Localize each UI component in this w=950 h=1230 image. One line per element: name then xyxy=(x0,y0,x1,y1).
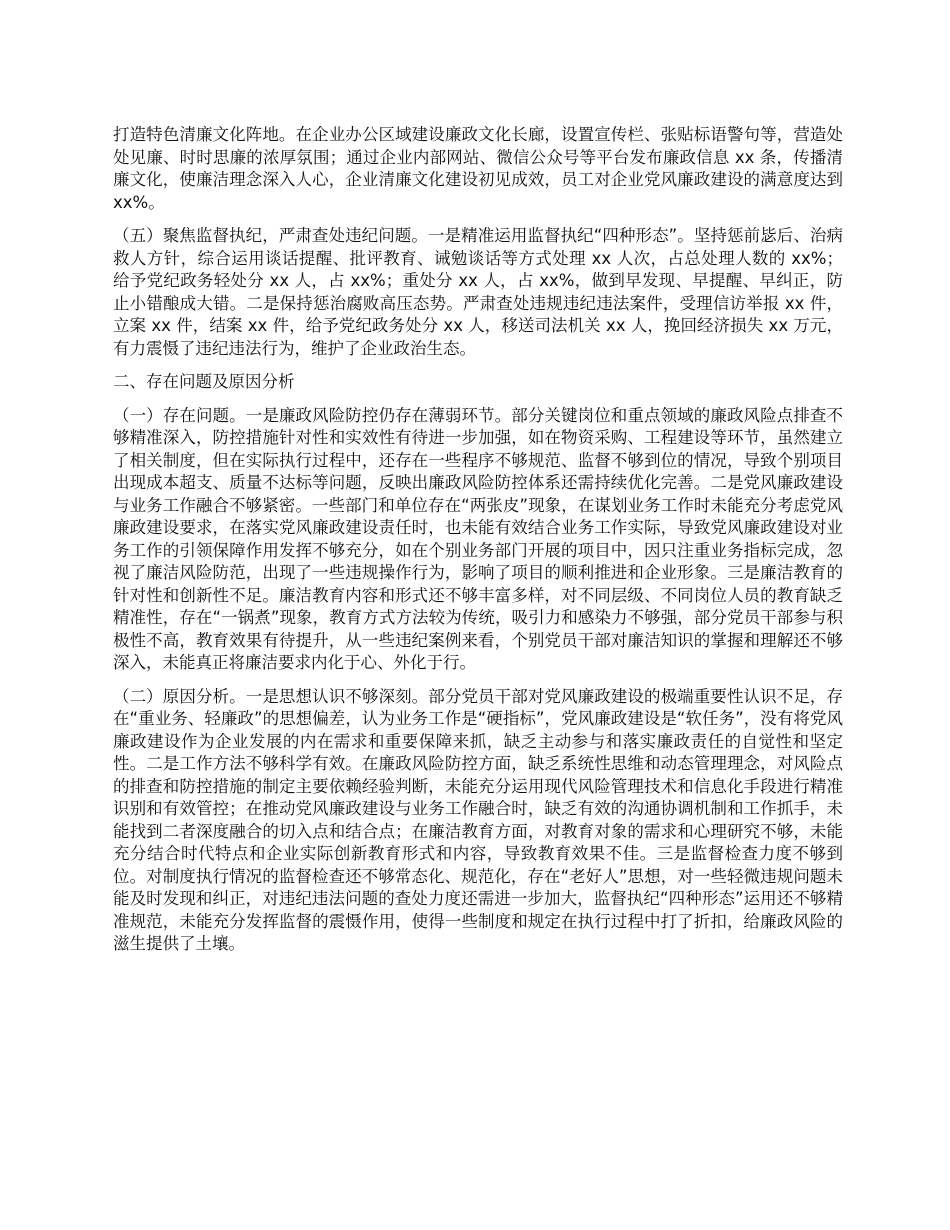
document-body xyxy=(113,124,843,967)
paragraph-existing-problems: （一）存在问题。一是廉政风险防控仍存在薄弱环节。部分关键岗位和重点领域的廉政风险点排查不够精准深入，防控措施针对性和实效性有待进一步加强，如在物资采购、工程建设等环节，虽然建立了相关制度，但在实际执行过程中，还存在一些程序不够规范、监督不够到位的情况，导致个别项目出现成本超支、质量不达标等问题，反映出廉政风险防控体系还需持续优化完善。二是党风廉政建设与业务工作融合不够紧密。一些部门和单位存在“两张皮”现象，在谋划业务工作时未能充分考虑党风廉政建设要求，在落实党风廉政建设责任时，也未能有效结合业务工作实际，导致党风廉政建设对业务工作的引领保障作用发挥不够充分，如在个别业务部门开展的项目中，因只注重业务指标完成，忽视了廉洁风险防范，出现了一些违规操作行为，影响了项目的顺利推进和企业形象。三是廉洁教育的针对性和创新性不足。廉洁教育内容和形式还不够丰富多样，对不同层级、不同岗位人员的教育缺乏精准性，存在“一锅煮”现象，教育方式方法较为传统，吸引力和感染力不够强，部分党员干部参与积极性不高，教育效果有待提升，从一些违纪案例来看，个别党员干部对廉洁知识的掌握和理解还不够深入，未能真正将廉洁要求内化于心、外化于行。 xyxy=(113,405,843,672)
paragraph-cause-analysis: （二）原因分析。一是思想认识不够深刻。部分党员干部对党风廉政建设的极端重要性认识不足，存在“重业务、轻廉政”的思想偏差，认为业务工作是“硬指标”，党风廉政建设是“软任务”，没有将党风廉政建设作为企业发展的内在需求和重要保障来抓，缺乏主动参与和落实廉政责任的自觉性和坚定性。二是工作方法不够科学有效。在廉政风险防控方面，缺乏系统性思维和动态管理理念，对风险点的排查和防控措施的制定主要依赖经验判断，未能充分运用现代风险管理技术和信息化手段进行精准识别和有效管控；在推动党风廉政建设与业务工作融合时，缺乏有效的沟通协调机制和工作抓手，未能找到二者深度融合的切入点和结合点；在廉洁教育方面，对教育对象的需求和心理研究不够，未能充分结合时代特点和企业实际创新教育形式和内容，导致教育效果不佳。三是监督检查力度不够到位。对制度执行情况的监督检查还不够常态化、规范化，存在“老好人”思想，对一些轻微违规问题未能及时发现和纠正，对违纪违法问题的查处力度还需进一步加大，监督执纪“四种形态”运用还不够精准规范，未能充分发挥监督的震慑作用，使得一些制度和规定在执行过程中打了折扣，给廉政风险的滋生提供了土壤。 xyxy=(113,686,843,953)
paragraph-culture: 打造特色清廉文化阵地。在企业办公区域建设廉政文化长廊，设置宣传栏、张贴标语警句等，营造处处见廉、时时思廉的浓厚氛围；通过企业内部网站、微信公众号等平台发布廉政信息 xx 条，传播清廉文化，使廉洁理念深入人心，企业清廉文化建设初见成效，员工对企业党风廉政建设的满意度达到 xx%。 xyxy=(113,125,843,212)
section-heading-problems: 二、存在问题及原因分析 xyxy=(113,372,295,391)
paragraph-supervision: （五）聚焦监督执纪，严肃查处违纪问题。一是精准运用监督执纪“四种形态”。坚持惩前毖后、治病救人方针，综合运用谈话提醒、批评教育、诫勉谈话等方式处理 xx 人次，占总处理人数的 xx%；给予党纪政务轻处分 xx 人，占 xx%；重处分 xx 人，占 xx%，做到早发现、早提醒、早纠正，防止小错酿成大错。二是保持惩治腐败高压态势。严肃查处违规违纪违法案件，受理信访举报 xx 件，立案 xx 件，结案 xx 件，给予党纪政务处分 xx 人，移送司法机关 xx 人，挽回经济损失 xx 万元，有力震慑了违纪违法行为，维护了企业政治生态。 xyxy=(113,226,843,358)
